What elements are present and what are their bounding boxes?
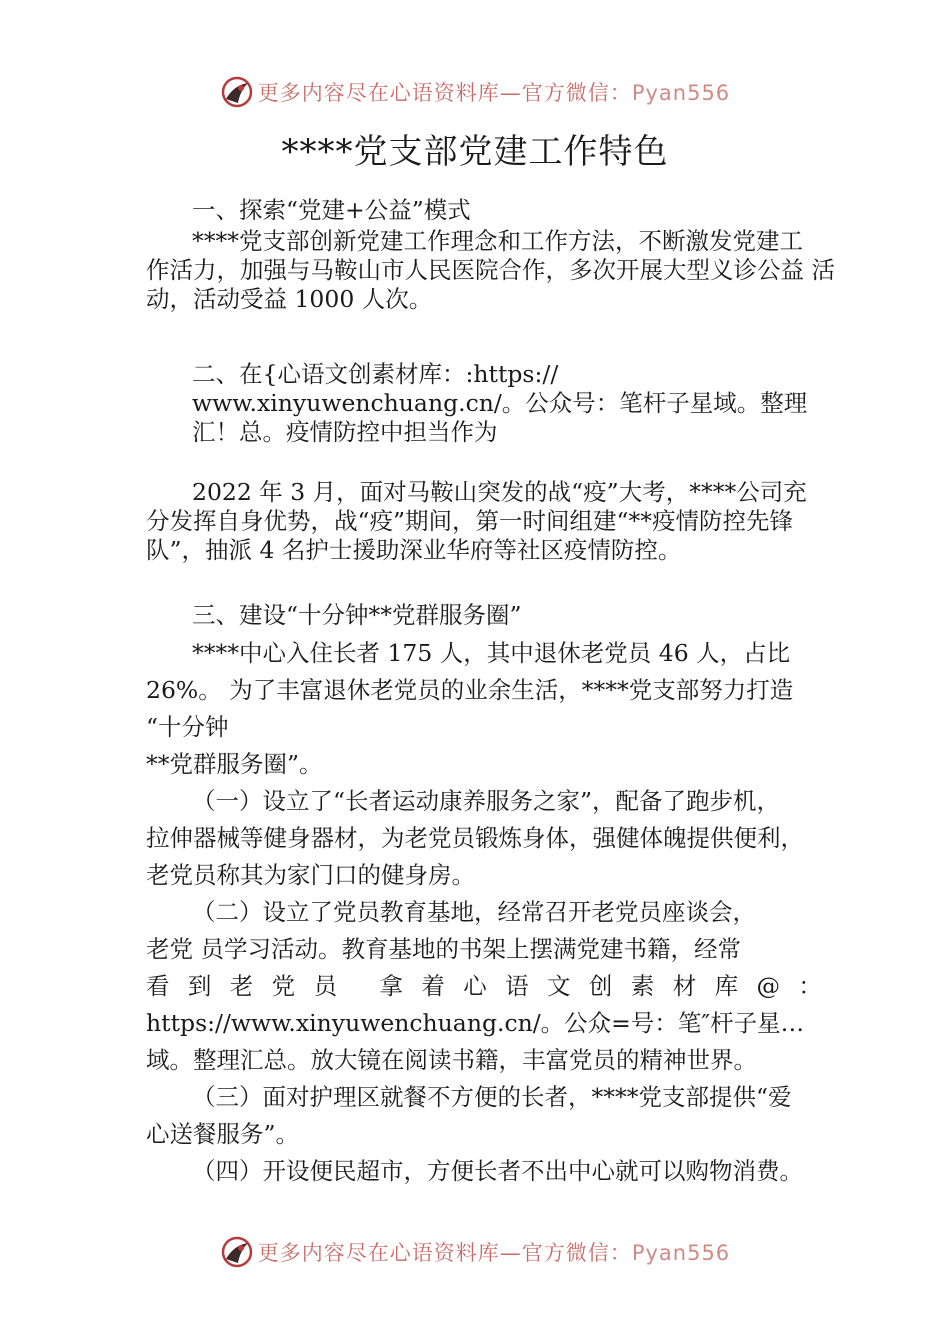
char: 员 [313,972,338,1000]
brand-logo-icon [220,1235,254,1269]
paragraph-line: 老党员称其为家门口的健身房。 [146,861,475,889]
paragraph-line: 拉伸器械等健身器材，为老党员锻炼身体，强健体魄提供便利， [146,824,804,852]
list-item: （一）设立了“长者运动康养服务之家”，配备了跑步机， [192,787,781,815]
paragraph-line: “十分钟 [146,713,229,741]
page-title: ****党支部党建工作特色 [281,132,669,172]
justified-line [146,971,822,1001]
paragraph-line: 26%。 为了丰富退休老党员的业余生活，****党支部努力打造 [146,676,794,704]
paragraph-line: 队”，抽派 4 名护士援助深业华府等社区疫情防控。 [146,536,682,564]
char: 党 [271,972,296,1000]
char: 看 [146,972,170,1000]
char: 拿 [379,972,403,1000]
paragraph-line: 2022 年 3 月，面对马鞍山突发的战“疫”大考，****公司充 [192,478,807,506]
char: 语 [505,972,529,1000]
list-item: （二）设立了党员教育基地，经常召开老党员座谈会， [192,898,756,926]
paragraph-line: https://www.xinyuwenchuang.cn/。公众=号：笔″杆子星… [146,1009,805,1037]
paragraph-line: 心送餐服务”。 [146,1120,300,1148]
wechat-id: Pyan556 [631,1241,731,1265]
footer-banner [0,1232,950,1272]
char: 库 [714,972,739,1000]
paragraph-line: 分发挥自身优势，战“疫”期间，第一时间组建“**疫情防控先锋 [146,507,794,535]
section-heading: 汇！总。疫情防控中担当作为 [192,418,498,446]
header-banner [0,72,950,112]
paragraph-line: 作活力，加强与马鞍山市人民医院合作，多次开展大型义诊公益 活 [146,256,835,284]
char: @ [756,972,780,1000]
list-item: （三）面对护理区就餐不方便的长者，****党支部提供“爱 [192,1083,792,1111]
list-item: （四）开设便民超市，方便长者不出中心就可以购物消费。 [192,1157,803,1185]
banner-text: 更多内容尽在心语资料库—官方微信：Pyan556 [257,1241,731,1265]
char: 创 [588,972,613,1000]
section-heading: 二、在{心语文创素材库：:https:// [192,360,559,388]
paragraph-line: **党群服务圈”。 [146,750,323,778]
char: 到 [187,972,212,1000]
section-heading: 一、探索“党建+公益”模式 [192,196,471,224]
char: ： [798,972,822,1000]
char: 心 [463,972,487,1000]
char: 老 [229,972,254,1000]
section-heading: www.xinyuwenchuang.cn/。公众号：笔杆子星域。整理 [192,389,808,417]
banner-text: 更多内容尽在心语资料库—官方微信：Pyan556 [257,81,731,105]
char: 素 [630,972,655,1000]
paragraph-line: 动，活动受益 1000 人次。 [146,285,433,313]
paragraph-line: ****中心入住长者 175 人，其中退休老党员 46 人，占比 [192,639,791,667]
wechat-id: Pyan556 [631,81,731,105]
paragraph-line: 域。整理汇总。放大镜在阅读书籍，丰富党员的精神世界。 [146,1046,757,1074]
char: 材 [672,972,697,1000]
char: 文 [547,972,571,1000]
section-heading: 三、建设“十分钟**党群服务圈” [192,601,522,629]
paragraph-line: ****党支部创新党建工作理念和工作方法，不断激发党建工 [192,227,803,255]
paragraph-line: 老党 员学习活动。教育基地的书架上摆满党建书籍，经常 [146,935,741,963]
brand-logo-icon [220,75,254,109]
char: 着 [421,972,445,1000]
